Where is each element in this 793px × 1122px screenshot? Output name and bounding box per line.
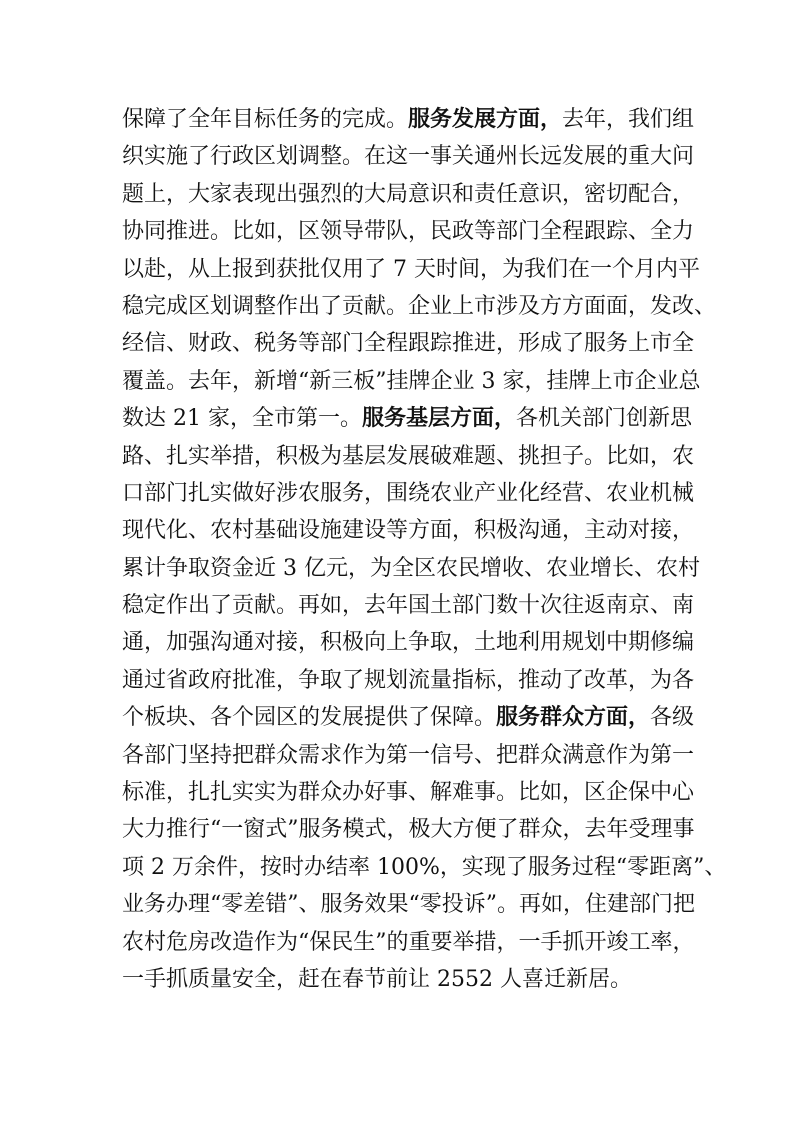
text-segment: 去年，我们组 xyxy=(562,107,695,132)
text-line xyxy=(122,624,695,661)
text-line xyxy=(122,475,695,512)
text-line xyxy=(122,176,695,213)
text-segment: 稳完成区划调整作出了贡献。企业上市涉及方方面面，发改、 xyxy=(122,293,717,319)
text-segment: 织实施了行政区划调整。在这一事关通州长远发展的重大问 xyxy=(122,144,695,170)
text-line xyxy=(122,138,695,175)
text-segment: 各级 xyxy=(650,705,695,731)
text-line xyxy=(122,699,695,736)
text-segment: 题上，大家表现出强烈的大局意识和责任意识，密切配合， xyxy=(122,181,695,207)
text-segment: 标准，扎扎实实为群众办好事、解难事。比如，区企保中心 xyxy=(122,780,695,806)
text-segment: 累计争取资金近 3 亿元，为全区农民增收、农业增长、农村 xyxy=(122,555,700,581)
text-line xyxy=(122,325,695,362)
bold-heading-phrase: 服务发展方面， xyxy=(408,106,563,132)
text-line xyxy=(122,550,700,587)
text-segment: 路、扎实举措，积极为基层发展破难题、挑担子。比如，农 xyxy=(122,443,695,469)
text-line xyxy=(122,101,695,138)
text-segment: 一手抓质量安全，赶在春节前让 2552 人喜迁新居。 xyxy=(122,966,632,992)
text-line xyxy=(122,512,695,549)
text-segment: 口部门扎实做好涉农服务，围绕农业产业化经营、农业机械 xyxy=(122,480,695,506)
text-segment: 个板块、各个园区的发展提供了保障。 xyxy=(122,705,497,731)
bold-heading-phrase: 服务基层方面， xyxy=(361,405,516,432)
text-line xyxy=(122,438,695,475)
bold-heading-phrase: 服务群众方面， xyxy=(496,704,651,731)
text-segment: 各机关部门创新思 xyxy=(516,406,693,432)
text-segment: 业务办理“零差错”、服务效果“零投诉”。再如，住建部门把 xyxy=(122,892,695,918)
text-line xyxy=(122,251,700,288)
text-line xyxy=(122,886,695,923)
text-segment: 以赴，从上报到获批仅用了 7 天时间，为我们在一个月内平 xyxy=(122,256,700,282)
body-paragraph xyxy=(122,101,727,998)
text-segment: 通，加强沟通对接，积极向上争取，土地利用规划中期修编 xyxy=(122,630,695,656)
text-segment: 覆盖。去年，新增“新三板”挂牌企业 3 家，挂牌上市企业总 xyxy=(122,368,701,394)
text-segment: 经信、财政、税务等部门全程跟踪推进，形成了服务上市全 xyxy=(122,331,695,357)
text-segment: 大力推行“一窗式”服务模式，极大方便了群众，去年受理事 xyxy=(122,817,695,843)
text-line xyxy=(122,849,727,886)
text-line xyxy=(122,288,717,325)
text-segment: 各部门坚持把群众需求作为第一信号、把群众满意作为第一 xyxy=(122,742,695,768)
text-line xyxy=(122,811,695,848)
text-line xyxy=(122,587,695,624)
text-segment: 数达 21 家，全市第一。 xyxy=(122,406,362,432)
text-segment: 农村危房改造作为“保民生”的重要举措，一手抓开竣工率， xyxy=(122,929,695,955)
text-line xyxy=(122,363,701,400)
text-line xyxy=(122,662,695,699)
text-segment: 现代化、农村基础设施建设等方面，积极沟通，主动对接， xyxy=(122,518,695,544)
text-line xyxy=(122,213,695,250)
text-segment: 稳定作出了贡献。再如，去年国土部门数十次往返南京、南 xyxy=(122,593,695,619)
text-line xyxy=(122,961,674,998)
text-segment: 协同推进。比如，区领导带队，民政等部门全程跟踪、全力 xyxy=(122,219,695,245)
text-line xyxy=(122,737,695,774)
text-line xyxy=(122,924,695,961)
text-line xyxy=(122,400,693,437)
text-segment: 项 2 万余件，按时办结率 100%，实现了服务过程“零距离”、 xyxy=(122,854,727,880)
text-segment: 保障了全年目标任务的完成。 xyxy=(122,107,409,132)
text-segment: 通过省政府批准，争取了规划流量指标，推动了改革，为各 xyxy=(122,667,695,693)
text-line xyxy=(122,774,695,811)
